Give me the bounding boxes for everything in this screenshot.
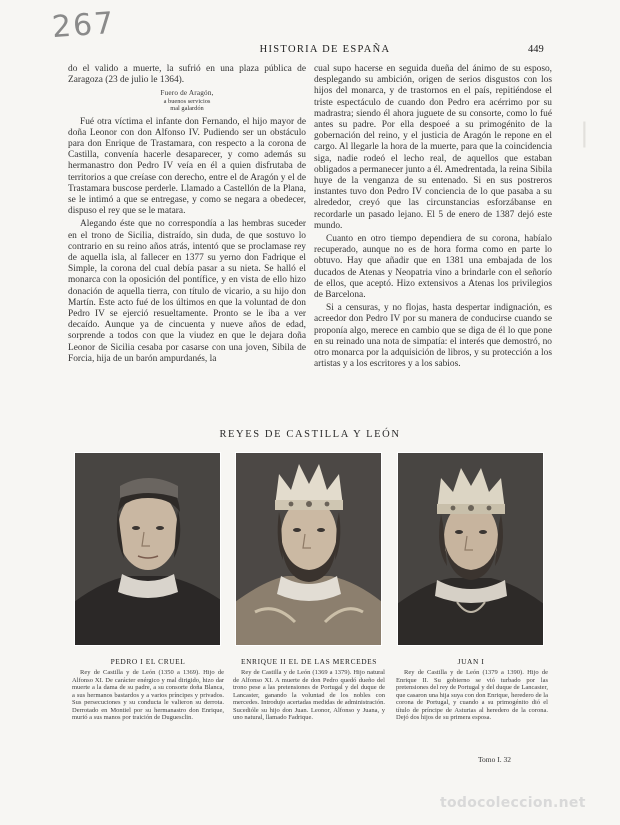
bio-text: Rey de Castilla y de León (1379 a 1390). Hijo de Enrique II. Su gobierno se vió turbado por las pretensiones del rey de Portugal y del duque de Lancaster, que casaron una hija suya con don Enrique, heredero de la corona de Portugal, y cuando a su primogénito dió el título de príncipe de Asturias al heredero de la corona. Dejó dos hijos de su primera esposa. bbox=[396, 669, 548, 721]
paragraph: do el valido a muerte, la sufrió en una plaza pública de Zaragoza (23 de julio le 1364). bbox=[68, 64, 306, 86]
portrait-juan-i bbox=[397, 452, 544, 646]
handwritten-note: 267 bbox=[50, 5, 117, 46]
portrait-name: PEDRO I EL CRUEL bbox=[110, 657, 186, 666]
portrait-bio bbox=[233, 669, 385, 722]
section-title: REYES DE CASTILLA Y LEÓN bbox=[219, 429, 401, 440]
page-number: 449 bbox=[528, 44, 544, 55]
portrait-image bbox=[235, 452, 382, 646]
caption-line: a buenos servicios bbox=[163, 97, 211, 105]
quote-caption bbox=[68, 90, 306, 112]
bio-text: Rey de Castilla y de León (1350 a 1369). Hijo de Alfonso XI. De carácter enérgico y mal dirigido, hizo dar muerte a la dama de su padre, a su consorte doña Blanca, a sus hermanos bastardos y a varios príncipes y privados. Sus persecuciones y su conducta le valieron su derrota. Derrotado en Montiel por su hermanastro don Enrique, murió a sus manos por traición de Duguesclin. bbox=[72, 669, 224, 721]
paragraph: Alegando éste que no correspondía a las hembras suceder en el trono de Sicilia, distraído, sin duda, de que sostuvo lo contrario en su reino años atrás, intentó que se proclamase rey de aquella isla, al fallecer en 1377 su yerno don Fadrique el Simple, la corona del cual debía pasar a su nieta. Se halló el monarca con la oposición del pontífice, y en vista de ello hizo donación de aquella tierra, con título de vicario, a su hijo don Martín. Este acto fué de los últimos en que la voluntad de don Pedro IV se ejerció resueltamente. Pronto se le iba a ver decaído. Aunque ya de cincuenta y nueve años de edad, sorprende a todos con que la viudez en que le dejara doña Leonor de Sicilia cesaba por casarse con una joven, Sibila de Forcia, hija de un barón ampurdanés, la bbox=[68, 219, 306, 364]
portrait-image bbox=[74, 452, 221, 646]
paragraph: Fué otra víctima el infante don Fernando, el hijo mayor de doña Leonor con don Alfonso IV. Pudiendo ser un obstáculo para don Enrique de Trastamara, con respecto a la corona de Castilla, convenía hacerle desaparecer, y como además su hermanastro don Pedro IV veía en él a quien disfrutaba de territorios a que creíase con derecho, entre el de Aragón y el de Trastamara buscose perderle. Llamado a Castellón de la Plana, se le intimó a que se entregase, y como se negara a obedecer, dispuso el rey que se le matara. bbox=[68, 116, 306, 217]
paragraph: Si a censuras, y no flojas, hasta despertar indignación, es acreedor don Pedro IV por su manera de conducirse cuando se proponía algo, merece en cambio que se diga de él lo que pone en su reinado una nota de simpatía: el interés que demostró, no otro monarca por la adquisición de libros, y su protección a los artistas y a los escritores y a los sabios. bbox=[314, 303, 552, 370]
left-column bbox=[68, 64, 306, 367]
paragraph: Cuanto en otro tiempo dependiera de su corona, habíalo recuperado, aunque no es de hora forma como en parte lo obtuvo. Hay que añadir que en 1381 una embajada de los ducados de Atenas y Neopatria vino a brindarle con el señorío de ellos, que aceptó. Hizo extensivos a Atenas los privilegios de Barcelona. bbox=[314, 234, 552, 301]
caption-line: mal galardón bbox=[170, 105, 204, 113]
portrait-enrique-ii bbox=[235, 452, 382, 646]
portrait-bio bbox=[72, 669, 224, 722]
portrait-name: JUAN I bbox=[457, 657, 485, 666]
bio-text: Rey de Castilla y de León (1369 a 1379). Hijo natural de Alfonso XI. A muerte de don Pedro quedó dueño del trono pese a las pretensiones de Portugal y del duque de Lancaster, ganando la voluntad de los nobles con mercedes. Introdujo acertadas medidas de administración. Sucedióle su hijo don Juan. Leonor, Alfonso y Juana, y uno natural, llamado Fadrique. bbox=[233, 669, 385, 721]
portrait-bio bbox=[396, 669, 548, 722]
portrait-pedro-i bbox=[74, 452, 221, 646]
watermark: todocoleccion.net bbox=[440, 795, 586, 811]
faint-bleedthrough: | bbox=[580, 118, 589, 148]
paragraph: cual supo hacerse en seguida dueña del ánimo de su esposo, desplegando su ambición, origen de serios disgustos con los hijos del monarca, y de trastornos en el país, repitiéndose el triste espectáculo de cuando don Pedro era acérrimo por su madrastra; siendo él ahora juguete de su consorte, como lo fué antes su padre. Por ella despoeé a su primogénito de la gobernación del reino, y el justicia de Aragón le repone en el cargo. Al llegarle la hora de la muerte, para que la coincidencia siga, nadie rodeó el lecho real, de aquellos que estaban obligados a permanecer junto a él. Amedrentada, la reina Sibila huye de la venganza de su entenado. Si en sus postreros instantes tuvo don Pedro IV conciencia de lo que pasaba a su alrededor, creyó que las circunstancias esforzábanse en recordarle un pasado lejano. El 5 de enero de 1387 dejó este mundo. bbox=[314, 64, 552, 231]
portrait-name: ENRIQUE II EL DE LAS MERCEDES bbox=[241, 657, 377, 666]
right-column bbox=[314, 64, 552, 372]
running-title: HISTORIA DE ESPAÑA bbox=[259, 44, 391, 55]
volume-signature: Tomo I. 32 bbox=[478, 755, 512, 764]
caption-title: Fuero de Aragón, bbox=[160, 89, 214, 98]
portrait-image bbox=[397, 452, 544, 646]
